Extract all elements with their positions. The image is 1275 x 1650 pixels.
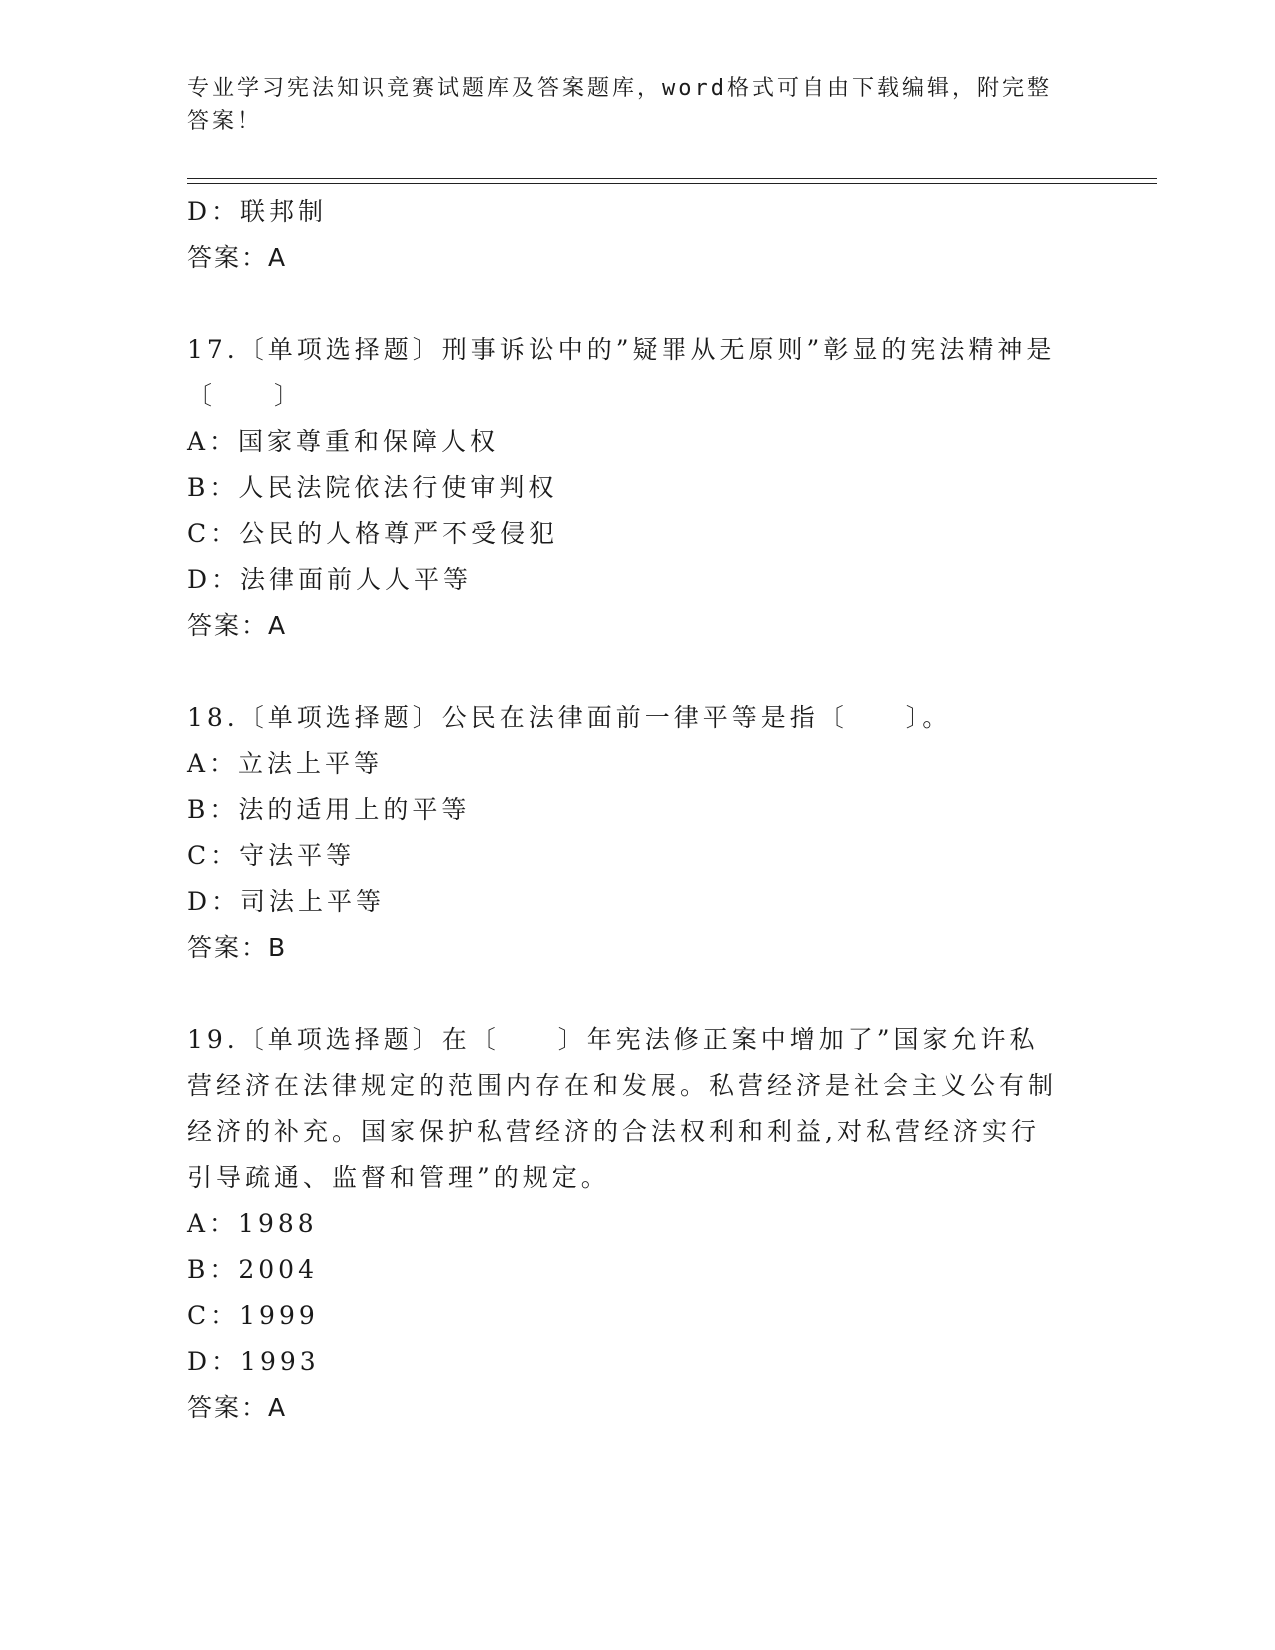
option-d: D：司法上平等 — [187, 887, 386, 916]
spacer — [187, 649, 1067, 695]
question-text: 18.〔单项选择题〕公民在法律面前一律平等是指〔 〕。 — [187, 703, 952, 732]
option-c: C：1999 — [187, 1301, 319, 1330]
spacer — [187, 971, 1067, 1017]
header-divider — [187, 178, 1157, 184]
option-d: D：法律面前人人平等 — [187, 565, 473, 594]
option-a: A：1988 — [187, 1209, 318, 1238]
page-header: 专业学习宪法知识竞赛试题库及答案题库，word格式可自由下载编辑，附完整答案！ — [187, 76, 1052, 134]
document-body — [187, 189, 1067, 1431]
option-b: B：2004 — [187, 1255, 318, 1284]
option-a: A：国家尊重和保障人权 — [187, 427, 500, 456]
option-a: A：立法上平等 — [187, 749, 384, 778]
question-text: 19.〔单项选择题〕在〔 〕年宪法修正案中增加了”国家允许私营经济在法律规定的范围内存在和发展。私营经济是社会主义公有制经济的补充。国家保护私营经济的合法权利和利益,对私营经济实行引导疏通、监督和管理”的规定。 — [187, 1025, 1058, 1192]
answer: 答案：A — [187, 1393, 288, 1422]
option-c: C：公民的人格尊严不受侵犯 — [187, 519, 559, 548]
question-text: 17.〔单项选择题〕刑事诉讼中的”疑罪从无原则”彰显的宪法精神是〔 〕 — [187, 335, 1056, 410]
answer: 答案：B — [187, 933, 288, 962]
prev-option-d: D：联邦制 — [187, 197, 328, 226]
question-19 — [187, 1017, 1067, 1431]
question-18 — [187, 695, 1067, 971]
option-d: D：1993 — [187, 1347, 320, 1376]
option-b: B：人民法院依法行使审判权 — [187, 473, 558, 502]
option-b: B：法的适用上的平等 — [187, 795, 471, 824]
option-c: C：守法平等 — [187, 841, 356, 870]
spacer — [187, 281, 1067, 327]
answer: 答案：A — [187, 611, 288, 640]
prev-answer: 答案：A — [187, 243, 288, 272]
question-17 — [187, 327, 1067, 649]
document-page — [187, 0, 1157, 1650]
